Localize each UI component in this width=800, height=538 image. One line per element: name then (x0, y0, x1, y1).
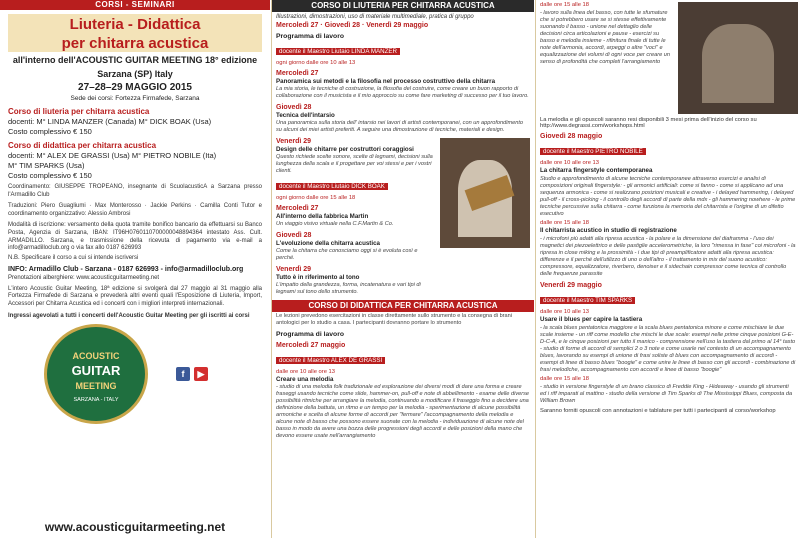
degrassi-afternoon-list: - lavoro sulla linea del basso, con tutte le sfumature che si potrebbero usare se si stesse effettivamente suonando il basso - unione nel dettaglio delle decisioni circa articolazioni e pause - esercizi su basso e melodia insieme - rifinitura finale di tutte le note dell'armonia, accordi, arpeggi o altre "voci" e equalizzazione dei volumi di ogni voce per creare un senso di profondità che completi l'arrangiamento (540, 10, 670, 65)
logo-text1: ACOUSTIC (72, 350, 120, 361)
course1-heading: Corso di liuteria per chitarra acustica (8, 107, 150, 116)
boak-text (272, 134, 440, 296)
subtitle-line1: all'interno dell'ACOUSTIC GUITAR MEETING 18° edizione (12, 55, 258, 65)
course2-teachers-line1: docenti: M° ALEX DE GRASSI (Usa) M° PIETRO NOBILE (Ita) (8, 151, 217, 160)
manzer-hours: ogni giorno dalle ore 10 alle 13 (276, 60, 356, 66)
right-panel (536, 0, 800, 538)
translations-text: Traduzioni: Piero Guagliumi · Max Monterosso · Jackie Perkins · Camilla Conti Tutor e coordinamento organizzativo: Alessio Ambrosi (8, 203, 262, 217)
manzer-day1: Mercoledì 27 (276, 70, 319, 77)
boak-day1-desc: Un viaggio visivo virtuale nella C.F.Martin & Co. (276, 221, 394, 227)
facebook-icon[interactable]: f (176, 367, 190, 381)
teacher-manzer: docente il Maestro Liutaio LINDA MANZER (276, 48, 400, 55)
blues-title: Usare il blues per capire la tastiera (540, 316, 643, 323)
didactics-day1: Mercoledì 27 maggio (276, 342, 346, 349)
social-icons (176, 367, 208, 381)
course-title-box (8, 14, 262, 52)
nobile-afternoon-hours: dalle ore 15 alle 18 (540, 220, 589, 226)
day29-heading: Venerdì 29 maggio (540, 282, 602, 289)
logo-text4: SARZANA - ITALY (73, 396, 119, 403)
melody-title: Creare una melodia (276, 376, 334, 383)
logo-text3: MEETING (75, 380, 117, 391)
boak-day1: Mercoledì 27 (276, 205, 319, 212)
logo-area (0, 324, 270, 424)
melody-desc: - studio di una melodia folk tradizionale ed esplorazione dei diversi modi di dare una forma e creare fraseggi usando tecniche come slide, hammer-on, pull-off e note di abbellimento - esame delle diverse possibilità ritmiche per arrangiare la melodia, continuando a modificare il fraseggio fino a decidere una definizione della battuta, un ritmo e un tempo per la melodia - sperimentazione di alcune possibilità armoniche e scelta di alcune forme di accordi per "fermare" l'accompagnamento della melodia e alcune note di basso che possono essere suonate con la melodia - individuazione di alcune note del basso in modo da avere una bozza delle progressioni degli accordi e delle posizioni della mano che devono essere usate nell'arrangiamento (276, 384, 529, 439)
boak-day3-desc: L'impatto della grandezza, forma, incatenatura e vari tipi di legnami sul tono dello strumento. (276, 282, 421, 295)
lutherie-dates: Mercoledì 27 · Giovedì 28 · Venerdì 29 maggio (276, 22, 429, 29)
venue-info: Sede dei corsi: Fortezza Firmafede, Sarzana (70, 95, 200, 102)
recording-desc: - i microfoni più adatti alla ripresa acustica - la polare e la dimensione del diaframma - l'uso dei magnetici dei piezoelettrico e delle pastiglie accelerometriche, la loro "rimessa in fase" coi microfoni - la ripresa in close miking e la prossimità - i due tipi di preamplificatore adatti alla ripresa acustica: differenze e il perché dell'utilizzo di uno o dell'altro - il trattamento in mix del suono acustico: compressore, equalizzatore, riverbero, denoiser e il sidechain compressor come tecnica di controllo delle frequenze parassite (540, 236, 796, 277)
didactics-intro: Le lezioni prevedono esercitazioni in classe direttamente sullo strumento e la consegna di brani antologici per lo studio a casa. I partecipanti dovranno portare lo strumento (276, 313, 513, 326)
manzer-text (272, 40, 534, 100)
hotel-bookings: Prenotazioni alberghiere: www.acousticguitarmeeting.net (8, 274, 160, 281)
recording-title: Il chitarrista acustico in studio di registrazione (540, 227, 677, 234)
teacher-sparks: docente il Maestro TIM SPARKS (540, 297, 635, 304)
event-intro: L'intero Acoustic Guitar Meeting, 18ª edizione si svolgerà dal 27 maggio al 31 maggio alla Fortezza Firmafede di Sarzana e prevederà altri eventi quali l'Esposizione di Liuteria, Import, Accessori per Chitarra Acustica ed i concerti con i migliori interpreti internazionali. (8, 285, 262, 307)
lutherie-band: CORSO DI LIUTERIA PER CHITARRA ACUSTICA (272, 0, 534, 12)
program-label: Programma di lavoro (276, 33, 344, 40)
concert-discount: Ingressi agevolati a tutti i concerti dell'Acoustic Guitar Meeting per gli iscritti ai corsi (8, 312, 250, 319)
website-link[interactable]: www.acousticguitarmeeting.net (44, 520, 226, 534)
degrassi-afternoon-hours: dalle ore 15 alle 18 (540, 2, 589, 8)
boak-section (272, 134, 534, 296)
sparks-afternoon-desc: - studio in versione fingerstyle di un brano classico di Freddie King - Hideaway - usando gli strumenti ed i riff imparati al mattino - studio della versione di Tim Sparks di The Mississippi Blues, composta da William Brown (540, 384, 793, 404)
boak-day2-desc: Come la chitarra che conosciamo oggi si è evoluta così e perché. (276, 248, 418, 261)
subtitle-line2: Sarzana (SP) Italy (97, 69, 173, 79)
coordination-text: Coordinamento: GIUSEPPE TROPEANO, insegnante di ScuolacusticA a Sarzana presso l'Armadillo Club (8, 184, 262, 198)
manzer-day2: Giovedì 28 (276, 104, 312, 111)
degrassi-afternoon-section (536, 0, 800, 114)
course2-teachers-line2: M° TIM SPARKS (Usa) (8, 161, 85, 170)
degrassi-afternoon-text (536, 0, 678, 114)
teacher-degrassi: docente il Maestro ALEX DE GRASSI (276, 357, 385, 364)
middle-panel (272, 0, 534, 538)
photo-people (702, 24, 774, 102)
course2-cost: Costo complessivo € 150 (8, 171, 92, 180)
nobile-hours: dalle ore 10 alle ore 13 (540, 160, 599, 166)
nb-text: N.B. Specificare il corso a cui si intende iscriversi (8, 254, 139, 261)
classroom-photo (678, 2, 798, 114)
youtube-icon[interactable]: ▶ (194, 367, 208, 381)
blues-desc: - la scala blues pentatonica maggiore e la scala blues pentatonica minore e come mischiare le due scale insieme - un riff come modello che mischi le due scale: esempi nelle prime cinque posizioni G-E-D-C-A, e le cinque posizioni per tutto il manico - comprensione nell'uso la tastiera dal primo al 14° tasto - studio di forme di accordi di semplici 2 o 3 note e come usarle nel contesto di un accompagnamento blues, lavorando su esempi di unione di frasi soliste di blues con accompagnamento di accordi - esempi di linee di basso blues "boogie" e come unire le linee di basso con gli accordi - combinazione di frasi melodiche, accompagnamento con accordi e linee di basso "boogie" (540, 325, 796, 373)
materials-footer: Saranno forniti opuscoli con annotazioni e tablature per tutti i partecipanti al corso/workshop (540, 408, 776, 414)
course1-cost: Costo complessivo € 150 (8, 127, 92, 136)
boak-day2-title: L'evoluzione della chitarra acustica (276, 240, 380, 247)
boak-day1-title: All'interno della fabbrica Martin (276, 213, 369, 220)
acoustic-guitar-meeting-logo (44, 324, 148, 424)
day28-heading: Giovedì 28 maggio (540, 133, 603, 140)
manzer-day3-desc: Questo richiede scelte sonore, scelte di legnami, decisioni sulla lunghezza della scala e il progettare per voi stessi e per i vostri clienti. (276, 154, 433, 174)
lutherie-intro: Illustrazioni, dimostrazioni, uso di materiale multimediale, pratica di gruppo (276, 14, 474, 20)
sparks-afternoon-hours: dalle ore 15 alle 18 (540, 376, 589, 382)
info-line: INFO: Armadillo Club - Sarzana - 0187 626993 - info@armadilloclub.org (8, 265, 244, 273)
manzer-section (272, 40, 534, 100)
panel1-header-band: CORSI - SEMINARI (0, 0, 270, 10)
course2-heading: Corso di didattica per chitarra acustica (8, 141, 157, 150)
manzer-day2-desc: Una panoramica sulla storia dell' intarsio nei lavori di artisti contemporanei, con un approfondimento su alcuni dei miei artisti preferiti. A seguire una dimostrazione di tecniche, materiali e design. (276, 120, 524, 133)
boak-day2: Giovedì 28 (276, 232, 312, 239)
title-line2: per chitarra acustica (61, 35, 209, 52)
teacher-photo (440, 138, 530, 248)
boak-day3-title: Tutto è in riferimento al tono (276, 274, 360, 281)
boak-day3: Venerdì 29 (276, 266, 312, 273)
course1-teachers: docenti: M° LINDA MANZER (Canada) M° DICK BOAK (Usa) (8, 117, 212, 126)
front-panel (0, 0, 270, 538)
degrassi-hours: dalle ore 10 alle ore 13 (276, 369, 335, 375)
manzer-day3: Venerdì 29 (276, 138, 312, 145)
teacher-boak: docente il Maestro Liutaio DICK BOAK (276, 183, 388, 190)
manzer-day1-desc: La mia storia, le tecniche di costruzione, la filosofia del costruire, come creare un buon rapporto di collaborazione con il musicista e il mio approccio su come fare marketing di successo per il tuo lavoro. (276, 86, 529, 99)
manzer-day2-title: Tecnica dell'intarsio (276, 112, 335, 119)
logo-text2: GUITAR (71, 362, 121, 378)
materials-note: La melodia e gli opuscoli saranno resi disponibili 3 mesi prima dell'inizio del corso su http://www.degrassi.com/workshops.html (540, 117, 757, 129)
manzer-day1-title: Panoramica sui metodi e la filosofia nel processo costruttivo della chitarra (276, 78, 496, 85)
registration-text: Modalità di iscrizione: versamento della quota tramite bonifico bancario da effettuarsi su Banco Posta, Agenzia di Sarzana, IBAN: IT96H0760110700000048894364 intestato Ass. Cult. ARMADILLO. Sarzana, e trasmissione della ricevuta di pagamento via e-mail a info@armadilloclub.org o via fax allo 0187 626993 (8, 222, 262, 252)
manzer-day3-title: Design delle chitarre per costruttori coraggiosi (276, 146, 414, 153)
boak-hours: ogni giorno dalle ore 15 alle 18 (276, 195, 356, 201)
didactics-band: CORSO DI DIDATTICA PER CHITARRA ACUSTICA (272, 300, 534, 312)
title-line1: Liuteria - Didattica (69, 16, 201, 33)
event-dates: 27–28–29 MAGGIO 2015 (78, 82, 192, 93)
fingerstyle-title: La chitarra fingerstyle contemporanea (540, 167, 653, 174)
program-label2: Programma di lavoro (276, 331, 344, 338)
sparks-hours: dalle ore 10 alle 13 (540, 309, 589, 315)
teacher-nobile: docente il Maestro PIETRO NOBILE (540, 148, 646, 155)
fingerstyle-desc: Studio e approfondimento di alcune tecniche contemporanee attraverso esercizi e analisi di composizioni originali fingerstyle: - gli armonici artificiali: come si fanno - come si applicano ad una sequenza armonica - come si realizzano posizioni musicali e creative - i delayed hammering, i delayed pull-off - il cross-picking - il controllo degli accordi di parte della mdx - gli hammering nowhere - le prime tecniche percussive sulla chitarra - come funziona la memoria del chitarrista e l'origine di un difetto esecutivo (540, 176, 796, 217)
